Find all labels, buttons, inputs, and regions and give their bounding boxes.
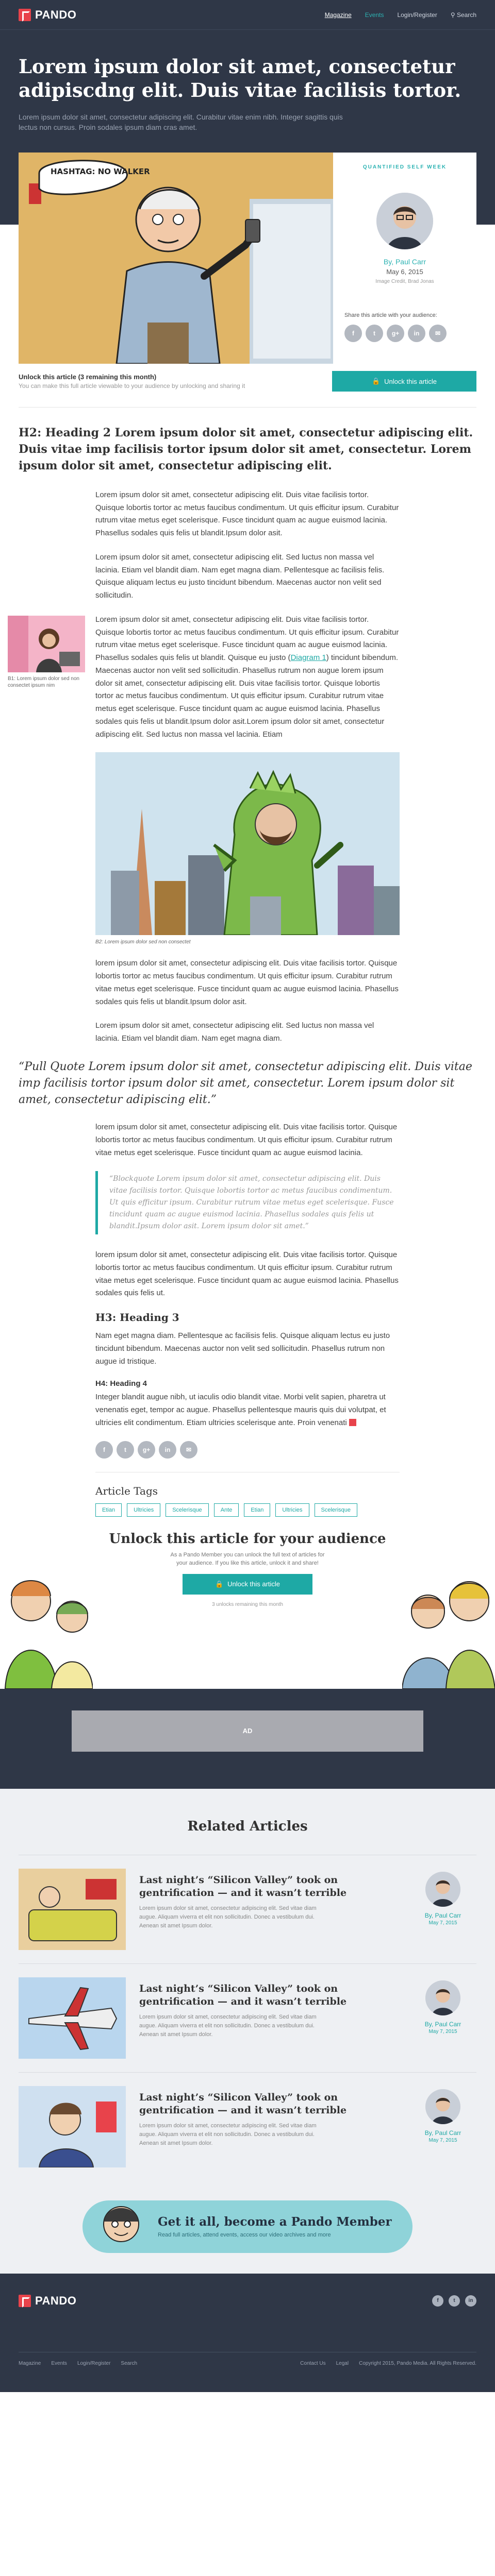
tag-list: [95, 1503, 400, 1517]
tag[interactable]: Scelerisque: [166, 1503, 208, 1517]
footer: [0, 2274, 495, 2392]
top-navbar: [0, 0, 495, 30]
twitter-icon[interactable]: t: [449, 2295, 460, 2307]
paragraph: lorem ipsum dolor sit amet, consectetur adipiscing elit. Duis vitae facilisis tortor. Quisque lobortis tortor ac metus faucibus condimentum. Ut quis efficitur ipsum. Curabitur rutrum vitae metus eget scelerisque. Fusce tincidunt quam ac augue euismod lacinia. Phasellus sodales quis felis ut blandit.Ipsum dolor asit.: [95, 959, 399, 1006]
heading-3: H3: Heading 3: [95, 1311, 179, 1324]
lock-icon: 🔒: [214, 1580, 224, 1588]
ad-band: [0, 1689, 495, 1789]
article-body: [0, 408, 495, 1517]
author-portrait-icon: [425, 2089, 460, 2124]
unlock-button-label: Unlock this article: [384, 377, 437, 385]
article-title: Lorem ipsum dolor sit amet, consectetur adipiscdng elit. Duis vitae facilisis tortor.: [19, 55, 461, 102]
lock-icon: 🔒: [371, 377, 381, 385]
pando-logo-icon: [19, 2295, 31, 2307]
heading-4: H4: Heading 4: [95, 1379, 147, 1388]
image-credit: Image Credit, Brad Jonas: [375, 279, 434, 285]
cartoon-woman-image: [8, 616, 85, 672]
cartoon-illustration: [19, 152, 333, 364]
email-icon[interactable]: ✉: [180, 1441, 197, 1459]
footer-link-legal[interactable]: Legal: [336, 2360, 349, 2366]
tag[interactable]: Etian: [244, 1503, 270, 1517]
nav-search-label: Search: [456, 11, 476, 19]
related-article[interactable]: [19, 1963, 476, 2072]
related-author: [409, 1977, 476, 2059]
search-icon: ⚲: [450, 11, 457, 19]
footer-link-magazine[interactable]: Magazine: [19, 2360, 41, 2366]
twitter-icon[interactable]: t: [366, 325, 383, 342]
facebook-icon[interactable]: f: [344, 325, 362, 342]
related-article-title[interactable]: Last night’s “Silicon Valley” took on gentrification — and it wasn’t terrible: [139, 2091, 347, 2116]
footer-logo-text: PANDO: [35, 2294, 77, 2307]
footer-logo[interactable]: [19, 2294, 76, 2308]
membership-banner[interactable]: [82, 2200, 412, 2253]
related-author-name[interactable]: By, Paul Carr: [424, 2129, 461, 2137]
related-article[interactable]: [19, 2072, 476, 2181]
footer-bottom: [19, 2361, 476, 2366]
tag[interactable]: Ultricies: [275, 1503, 309, 1517]
share-buttons-bottom: [95, 1441, 400, 1459]
share-label: Share this article with your audience:: [344, 312, 437, 319]
category-label[interactable]: QUANTIFIED SELF WEEK: [362, 164, 447, 171]
pull-quote: “Pull Quote Lorem ipsum dolor sit amet, consectetur adipiscing elit. Duis vitae imp facilisis tortor ipsum dolor sit amet, consectetur. Lorem ipsum dolor sit amet, consectetur adipiscing elit.”: [19, 1060, 472, 1106]
nav-link-search[interactable]: [451, 11, 476, 19]
paragraph-text: Integer blandit augue nibh, ut iaculis odio blandit vitae. Morbi velit sapien, pharetra ut venenatis eget, tempor ac augue. Phasellus pellentesque mauris quis dui volutpat, et ultricies elit condimentum. Etiam ultricies scelerisque ante. Proin venenati: [95, 1393, 386, 1427]
paragraph: Nam eget magna diam. Pellentesque ac facilisis felis. Quisque aliquam lectus eu justo tincidunt bibendum. Maecenas auctor non velit sed sollicitudin. Phasellus rutrum non augue id tristique.: [95, 1331, 390, 1366]
tag[interactable]: Ante: [214, 1503, 239, 1517]
paragraph: Lorem ipsum dolor sit amet, consectetur adipiscing elit. Duis vitae facilisis tortor. Quisque lobortis tortor ac metus faucibus condimentum. Ut quis efficitur ipsum. Curabitur rutrum vitae metus eget scelerisque. Fusce tincidunt quam ac augue euismod lacinia. Phasellus sodales quis felis ut blandit.Ipsum dolor asit.: [95, 490, 399, 538]
airplane-cartoon-image: [19, 1977, 126, 2059]
related-article-excerpt: Lorem ipsum dolor sit amet, consectetur adipiscing elit. Sed vitae diam augue. Aliquam viverra et elit non sollicitudin. Donec a vestibulum dui. Aenean sit amet Ipsum dolor.: [139, 1905, 317, 1929]
unlock-article-button[interactable]: [332, 371, 476, 392]
tag[interactable]: Etian: [95, 1503, 122, 1517]
red-square-icon: [349, 1419, 356, 1426]
author-name[interactable]: By, Paul Carr: [383, 258, 426, 266]
couch-cartoon-image: [19, 1869, 126, 1950]
author-avatar[interactable]: [425, 2089, 460, 2124]
share-buttons: [344, 325, 447, 342]
dinosaur-city-image: [95, 752, 400, 935]
author-avatar[interactable]: [425, 1980, 460, 2015]
inline-image-large: [95, 752, 400, 935]
float-caption: B1: Lorem ipsum dolor sed non consectet ipsum nim: [8, 675, 79, 688]
unlock-button-label: Unlock this article: [227, 1580, 280, 1588]
related-author: [409, 1869, 476, 1950]
paragraph: lorem ipsum dolor sit amet, consectetur adipiscing elit. Duis vitae facilisis tortor. Quisque lobortis tortor ac metus faucibus condimentum. Ut quis efficitur ipsum. Curabitur rutrum vitae metus eget scelerisque. Fusce tincidunt quam ac augue euismod lacinia.: [95, 1123, 398, 1157]
author-portrait-icon: [425, 1872, 460, 1907]
paragraph: [95, 1391, 400, 1429]
unlock-article-button-2[interactable]: [183, 1574, 312, 1595]
related-author-name[interactable]: By, Paul Carr: [424, 1911, 461, 1919]
nav-links: [325, 11, 476, 19]
related-thumbnail[interactable]: [19, 1869, 126, 1950]
feature-card: [19, 152, 476, 364]
tags-title: Article Tags: [95, 1484, 158, 1497]
linkedin-icon[interactable]: in: [465, 2295, 476, 2307]
nav-link-login[interactable]: Login/Register: [397, 11, 437, 19]
copyright: Copyright 2015, Pando Media. All Rights Reserved.: [359, 2360, 476, 2366]
footer-social: [432, 2295, 476, 2307]
related-article-excerpt: Lorem ipsum dolor sit amet, consectetur adipiscing elit. Sed vitae diam augue. Aliquam viverra et elit non sollicitudin. Donec a vestibulum dui. Aenean sit amet Ipsum dolor.: [139, 2122, 317, 2147]
related-author: [409, 2086, 476, 2167]
related-date: May 7, 2015: [428, 2137, 457, 2143]
man-cartoon-image: [19, 2086, 126, 2167]
tag[interactable]: Ultricies: [127, 1503, 160, 1517]
google-plus-icon[interactable]: g+: [387, 325, 404, 342]
article-subtitle: Lorem ipsum dolor sit amet, consectetur adipiscing elit. Curabitur vitae enim nibh. Integer sagittis quis lectus non cursus. Proin sodales ipsum diam cras amet.: [19, 112, 343, 131]
inline-image-small: [8, 616, 85, 672]
linkedin-icon[interactable]: in: [408, 325, 425, 342]
author-portrait-icon: [376, 193, 433, 249]
diagram-link[interactable]: Diagram 1: [290, 653, 326, 663]
footer-link-events[interactable]: Events: [51, 2360, 67, 2366]
publish-date: May 6, 2015: [386, 268, 423, 276]
facebook-icon[interactable]: f: [432, 2295, 443, 2307]
related-article-title[interactable]: Last night’s “Silicon Valley” took on gentrification — and it wasn’t terrible: [139, 1982, 347, 2008]
float-figure-wrap: [8, 614, 400, 741]
related-date: May 7, 2015: [428, 1920, 457, 1926]
logo-text: PANDO: [35, 8, 77, 21]
paragraph-text: tincidunt bibendum. Maecenas auctor non velit sed sollicitudin. Phasellus rutrum non augue lorem ipsum dolor sit amet, consectetur adipiscing elit. Duis vitae facilisis tortor. Quisque lobortis tortor ac metus faucibus condimentum. Ut quis efficitur ipsum. Curabitur rutrum vitae metus eget scelerisque. Fusce tincidunt quam ac augue euismod lacinia. Phasellus sodales quis felis ut blandit.Ipsum dolor asit.Lorem ipsum dolor sit amet, consectetur adipiscing elit. Sed luctus non massa vel lacinia. Etiam: [95, 653, 399, 739]
related-article-excerpt: Lorem ipsum dolor sit amet, consectetur adipiscing elit. Sed vitae diam augue. Aliquam viverra et elit non sollicitudin. Donec a vestibulum dui. Aenean sit amet Ipsum dolor.: [139, 2013, 317, 2038]
facebook-icon[interactable]: f: [95, 1441, 113, 1459]
related-thumbnail[interactable]: [19, 2086, 126, 2167]
related-title: Related Articles: [187, 1818, 308, 1834]
member-mascot-icon: [98, 2201, 144, 2247]
author-avatar[interactable]: [376, 193, 433, 249]
linkedin-icon[interactable]: in: [159, 1441, 176, 1459]
twitter-icon[interactable]: t: [117, 1441, 134, 1459]
unlock-section: [0, 1529, 495, 1689]
unlock-title: Unlock this article (3 remaining this month): [19, 373, 157, 381]
paragraph: Lorem ipsum dolor sit amet, consectetur adipiscing elit. Sed luctus non massa vel lacinia. Etiam vel blandit diam. Nam eget magna diam. Pellentesque ac facilisis felis. Quisque aliquam lectus eu justo tincidunt bibendum. Maecenas auctor non velit sed sollicitudin.: [95, 552, 385, 600]
membership-subtitle: Read full articles, attend events, access our video archives and more: [158, 2232, 331, 2239]
feature-illustration: [19, 152, 333, 364]
related-author-name[interactable]: By, Paul Carr: [424, 2020, 461, 2028]
unlock-section-title: Unlock this article for your audience: [109, 1531, 386, 1547]
google-plus-icon[interactable]: g+: [138, 1441, 155, 1459]
image-caption: B2: Lorem ipsum dolor sed non consectet: [95, 939, 191, 945]
unlock-bar: [19, 371, 476, 408]
heading-2: H2: Heading 2 Lorem ipsum dolor sit amet, consectetur adipiscing elit. Duis vitae imp facilisis tortor ipsum dolor sit amet, consectetur. Lorem ipsum dolor sit amet, consectetur adipiscing elit.: [19, 426, 473, 472]
related-article[interactable]: [19, 1855, 476, 1963]
related-thumbnail[interactable]: [19, 1977, 126, 2059]
float-figure: [8, 616, 85, 689]
paragraph-text: Lorem ipsum dolor sit amet, consectetur adipiscing elit. Duis vitae facilisis tortor. Quisque lobortis tortor ac metus faucibus condimentum. Ut quis efficitur ipsum. Curabitur rutrum vitae metus eget scelerisque. Fusce tincidunt quam ac augue euismod lacinia. Phasellus sodales quis felis ut blandit. Quisque eu justo: [95, 615, 399, 663]
paragraph: lorem ipsum dolor sit amet, consectetur adipiscing elit. Duis vitae facilisis tortor. Quisque lobortis tortor ac metus faucibus condimentum. Ut quis efficitur ipsum. Curabitur rutrum vitae metus eget scelerisque. Fusce tincidunt quam ac augue euismod lacinia. Phasellus sodales quis felis ut.: [95, 1250, 399, 1298]
related-articles: [0, 1789, 495, 2274]
related-article-title[interactable]: Last night’s “Silicon Valley” took on gentrification — and it wasn’t terrible: [139, 1874, 347, 1899]
pando-logo-icon: [19, 9, 31, 21]
pando-logo[interactable]: [19, 8, 76, 22]
author-avatar[interactable]: [425, 1872, 460, 1907]
cartoon-people-right: [402, 1565, 495, 1689]
hero: [0, 30, 495, 153]
sign-text: HASHTAG: NO WALKER: [51, 167, 150, 177]
related-date: May 7, 2015: [428, 2028, 457, 2035]
unlocks-remaining: 3 unlocks remaining this month: [212, 1601, 283, 1607]
unlock-desc: You can make this full article viewable to your audience by unlocking and sharing it: [19, 382, 245, 390]
footer-link-contact[interactable]: Contact Us: [300, 2360, 326, 2366]
paragraph: Lorem ipsum dolor sit amet, consectetur adipiscing elit. Duis vitae facilisis tortor. Quisque lobortis tortor ac metus faucibus condimentum. Ut quis efficitur ipsum. Curabitur rutrum vitae metus eget scelerisque. Fusce tincidunt quam ac augue euismod lacinia. Phasellus sodales quis felis ut blandit. Quisque eu justo (Diagram 1) tincidunt bibendum. Maecenas auctor non velit sed sollicitudin. Phasellus rutrum non augue lorem ipsum dolor sit amet, consectetur adipiscing elit. Duis vitae facilisis tortor. Quisque lobortis tortor ac metus faucibus condimentum. Ut quis efficitur ipsum. Curabitur rutrum vitae metus eget scelerisque. Fusce tincidunt quam ac augue euismod lacinia. Phasellus sodales quis felis ut blandit.Ipsum dolor asit.Lorem ipsum dolor sit amet, consectetur adipiscing elit. Sed luctus non massa vel lacinia. Etiam: [95, 615, 399, 739]
nav-link-magazine[interactable]: Magazine: [324, 11, 352, 19]
ad-slot[interactable]: AD: [72, 1710, 423, 1752]
blockquote: “Blockquote Lorem ipsum dolor sit amet, consectetur adipiscing elit. Duis vitae facilisis tortor. Quisque lobortis tortor ac metus faucibus condimentum. Ut quis efficitur ipsum. Curabitur rutrum vitae metus eget scelerisque. Fusce tincidunt quam ac augue euismod lacinia. Phasellus sodales quis felis ut blandit.Ipsum dolor asit. Lorem ipsum dolor sit amet.”: [95, 1171, 400, 1234]
tag[interactable]: Scelerisque: [315, 1503, 357, 1517]
feature-sidebar: [333, 152, 476, 364]
email-icon[interactable]: ✉: [429, 325, 447, 342]
nav-link-events[interactable]: Events: [365, 11, 384, 19]
membership-title: Get it all, become a Pando Member: [158, 2215, 392, 2229]
footer-link-search[interactable]: Search: [121, 2360, 138, 2366]
footer-link-login[interactable]: Login/Register: [77, 2360, 111, 2366]
author-portrait-icon: [425, 1980, 460, 2015]
unlock-section-desc: As a Pando Member you can unlock the full text of articles for your audience. If you like this article, unlock it and share!: [170, 1551, 325, 1567]
paragraph: Lorem ipsum dolor sit amet, consectetur adipiscing elit. Sed luctus non massa vel lacinia. Etiam vel blandit diam. Nam eget magna diam.: [95, 1021, 374, 1043]
